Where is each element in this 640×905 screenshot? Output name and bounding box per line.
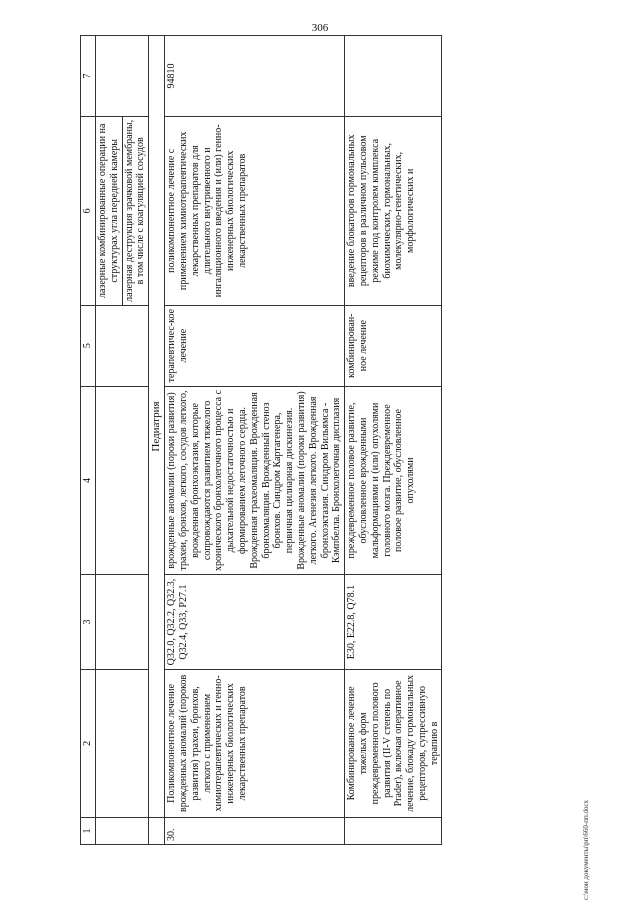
cont-cell-4 — [96, 386, 149, 575]
cont-cell-1 — [96, 818, 149, 845]
procedure-name-2: Комбинированное лечение тяжелых форм преждевременного полового развития (II-V степень по Prader), включая оперативное лечение, блокаду гормональных рецепторов, супрессивную терапию в — [345, 669, 442, 817]
rotated-table-container — [80, 35, 580, 845]
patient-model-2: преждевременное половое развитие, обусловленное врожденными мальформациями и (или) опухолями головного мозга. Преждевременное половое развитие, обусловленное опухолями — [345, 386, 442, 575]
footer-file-path: c:\мои документы\рп\660-пп.docx — [582, 799, 590, 900]
cont-cell-5 — [96, 305, 149, 386]
section-row — [149, 36, 165, 845]
header-cell-6: 6 — [81, 116, 96, 305]
prev-method-1: лазерные комбинированные операции на структурах угла передней камеры — [96, 117, 122, 305]
header-cell-5: 5 — [81, 305, 96, 386]
icd-codes-2: E30, E22.8, Q78.1 — [345, 575, 442, 669]
row2-number — [345, 818, 442, 845]
section-spacer — [149, 818, 165, 845]
procedures-table — [80, 35, 442, 845]
cont-cell-2 — [96, 669, 149, 817]
treatment-method: поликомпонентное лечение с применением химиотерапевтических лекарственных препаратов для длительного внутривенного и ингаляционного введения и (или) генно-инженерных биологических лекарственных препаратов — [165, 116, 345, 305]
header-cell-2: 2 — [81, 669, 96, 817]
procedure-row-30 — [165, 36, 345, 845]
cost-norm: 94810 — [165, 36, 345, 117]
cont-cell-7 — [96, 36, 149, 117]
prev-method-2: лазерная деструкция зрачковой мембраны, в том числе с коагуляцией сосудов — [123, 119, 147, 302]
header-cell-4: 4 — [81, 386, 96, 575]
header-row — [81, 36, 96, 845]
treatment-method-2: введение блокаторов гормональных рецепторов в различном пульсовом режиме под контролем комплекса биохимических, гормональных, молекулярно-генетических, морфологических и — [345, 116, 442, 305]
patient-model: врожденные аномалии (пороки развития) трахеи, бронхов, легкого, сосудов легкого, врожденная бронхоэктазия, которые сопровождаются развитием тяжелого хронического бронхолегочного процесса с дыхательной недостаточностью и формированием легочного сердца. Врожденная трахеомаляция. Врожденная бронхомаляция. Врожденный стеноз бронхов. Синдром Картагенера, первичная цилиарная дискинезия. Врожденные аномалии (пороки развития) легкого. Агенезия легкого. Врожденная бронхоэктазия. Синдром Вильямса - Кэмпбелла. Бронхолегочная дисплазия — [165, 386, 345, 575]
icd-codes: Q32.0, Q32.2, Q32.3, Q32.4, Q33, P27.1 — [165, 575, 345, 669]
header-cell-1: 1 — [81, 818, 96, 845]
prev-methods-table — [96, 117, 148, 305]
section-title: Педиатрия — [149, 36, 165, 818]
cont-cell-3 — [96, 575, 149, 669]
procedure-row-30-2 — [345, 36, 442, 845]
header-cell-3: 3 — [81, 575, 96, 669]
row-number: 30. — [165, 818, 345, 845]
page-number: 306 — [311, 22, 329, 34]
header-cell-7: 7 — [81, 36, 96, 117]
procedure-name: Поликомпонентное лечение врожденных аномалий (пороков развития) трахеи, бронхов, легкого с применением химиотерапевтических и генно-инженерных биологических лекарственных препаратов — [165, 669, 345, 817]
cont-cell-6 — [96, 116, 149, 305]
continuation-row — [96, 36, 149, 845]
cost-norm-2 — [345, 36, 442, 117]
treatment-type-2: комбинирован-ное лечение — [345, 305, 442, 386]
treatment-type: терапевтичес-кое лечение — [165, 305, 345, 386]
